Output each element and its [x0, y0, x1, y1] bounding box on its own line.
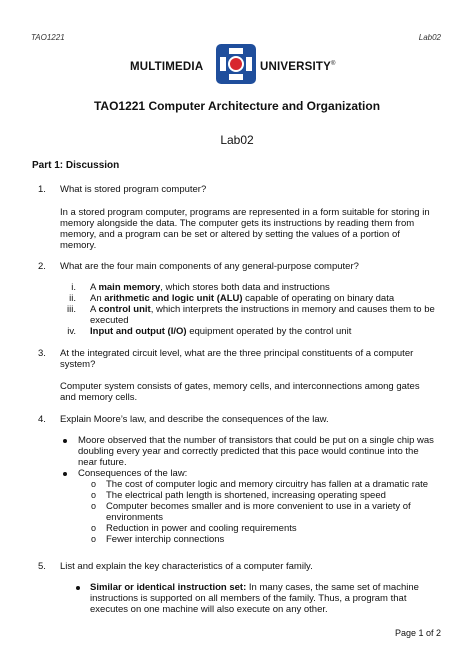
sub-bullet-marker: o [91, 501, 97, 511]
university-emblem-icon [214, 42, 258, 86]
answer-1-line: memory, and a program can be set or altered by setting the values of a portion of [60, 229, 400, 240]
page-number: Page 1 of 2 [394, 628, 441, 638]
family-characteristic-line: instructions is supported on all members of the family. Thus, a program that [90, 593, 407, 604]
answer-1-line: In a stored program computer, programs are represented in a form suitable for storing in [60, 207, 430, 218]
header-course-code: TAO1221 [31, 33, 65, 42]
answer-1-line: memory. [60, 240, 97, 251]
document-subtitle: Lab02 [220, 133, 254, 147]
question-4-text: Explain Moore’s law, and describe the consequences of the law. [60, 414, 329, 425]
part-heading: Part 1: Discussion [32, 160, 120, 171]
question-3-line: At the integrated circuit level, what are the three principal constituents of a computer [60, 348, 414, 359]
question-5-text: List and explain the key characteristics of a computer family. [60, 561, 313, 572]
component-item: An arithmetic and logic unit (ALU) capable of operating on binary data [90, 293, 395, 304]
list-item-number: iii. [67, 304, 76, 315]
bullet-icon [63, 472, 67, 476]
question-3-line: system? [60, 359, 96, 370]
sub-bullet-marker: o [91, 534, 97, 544]
question-number: 4. [38, 414, 46, 425]
consequence-item: Reduction in power and cooling requirements [106, 523, 297, 534]
logo-text-university: UNIVERSITY® [260, 61, 336, 73]
question-number: 3. [38, 348, 46, 359]
consequences-heading: Consequences of the law: [78, 468, 188, 479]
question-number: 2. [38, 261, 46, 272]
university-logo [130, 42, 344, 86]
logo-text-multimedia: MULTIMEDIA [130, 61, 204, 73]
question-2-text: What are the four main components of any general-purpose computer? [60, 261, 359, 272]
document-title: TAO1221 Computer Architecture and Organization [93, 99, 381, 113]
bullet-icon [76, 586, 80, 590]
answer-1-line: memory alongside the data. The computer gets its instructions by reading them from [60, 218, 415, 229]
header-lab: Lab02 [418, 33, 441, 42]
consequence-item-continuation: environments [106, 512, 164, 523]
moore-law-line: doubling every year and correctly predicted that this pace would continue into the [78, 446, 419, 457]
family-characteristic-line: Similar or identical instruction set: In many cases, the same set of machine [90, 582, 419, 593]
moore-law-line: near future. [78, 457, 127, 468]
component-item: A control unit, which interprets the instructions in memory and causes them to be [90, 304, 435, 315]
sub-bullet-marker: o [91, 479, 97, 489]
consequence-item: Fewer interchip connections [106, 534, 225, 545]
sub-bullet-marker: o [91, 523, 97, 533]
component-item-continuation: executed [90, 315, 129, 326]
family-characteristic-line: executes on one machine will also execute on any other. [90, 604, 328, 615]
consequence-item: The cost of computer logic and memory circuitry has fallen at a dramatic rate [106, 479, 429, 490]
question-number: 1. [38, 184, 46, 195]
component-item: Input and output (I/O) equipment operated by the control unit [90, 326, 352, 337]
sub-bullet-marker: o [91, 490, 97, 500]
component-item: A main memory, which stores both data and instructions [90, 282, 330, 293]
moore-law-line: Moore observed that the number of transistors that could be put on a single chip was [78, 435, 434, 446]
consequence-item: The electrical path length is shortened, increasing operating speed [106, 490, 386, 501]
bullet-icon [63, 439, 67, 443]
list-item-number: ii. [69, 293, 76, 304]
answer-3-line: and memory cells. [60, 392, 138, 403]
consequence-item: Computer becomes smaller and is more convenient to use in a variety of [106, 501, 411, 512]
question-number: 5. [38, 561, 46, 572]
answer-3-line: Computer system consists of gates, memory cells, and interconnections among gates [60, 381, 420, 392]
list-item-number: i. [71, 282, 76, 293]
question-1-text: What is stored program computer? [60, 184, 207, 195]
list-item-number: iv. [67, 326, 76, 337]
